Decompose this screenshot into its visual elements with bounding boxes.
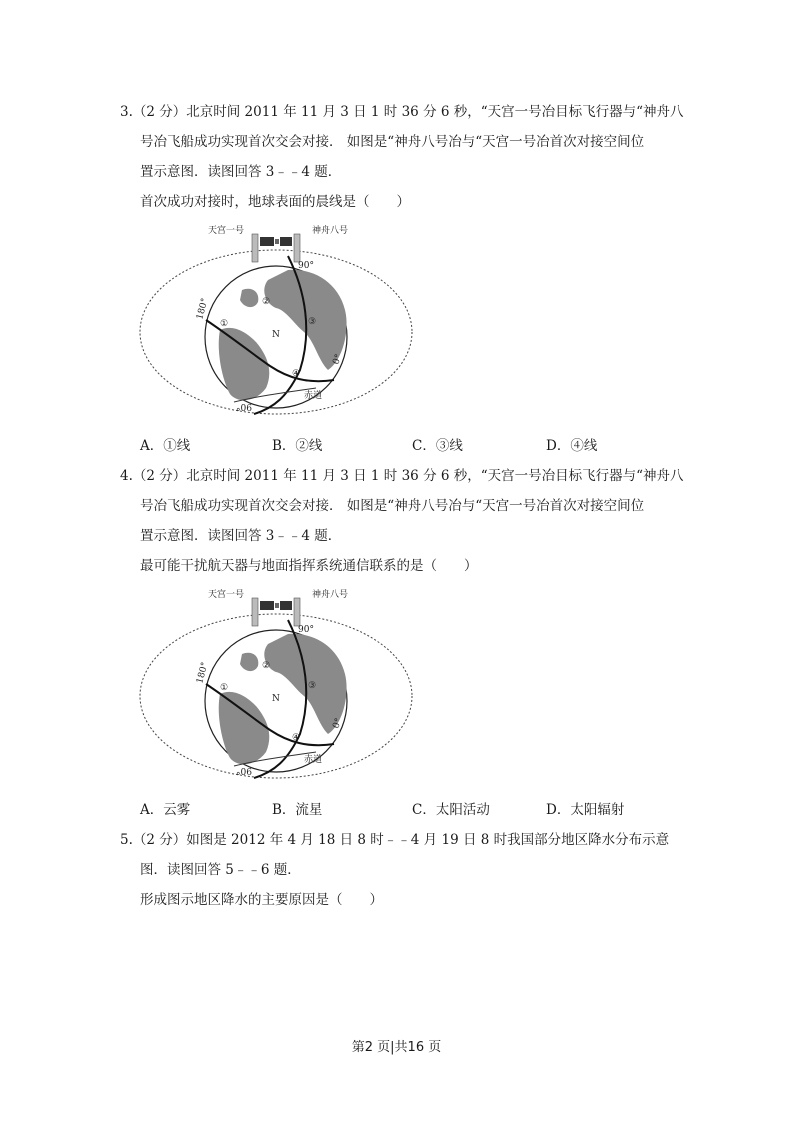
question-3 (120, 97, 690, 217)
label-90-bottom: 90° (236, 765, 252, 775)
question-3-prompt: 首次成功对接时，地球表面的晨线是（ ） (140, 194, 410, 210)
question-4-figure (138, 584, 418, 784)
option-a[interactable]: A．云雾 (140, 802, 191, 818)
label-north-pole: N (272, 330, 280, 340)
option-d[interactable]: D．④线 (546, 438, 598, 454)
mark-3: ③ (308, 681, 317, 691)
label-tiangong: 天宫一号 (208, 590, 245, 600)
option-c[interactable]: C．太阳活动 (412, 802, 490, 818)
question-4-prompt: 最可能干扰航天器与地面指挥系统通信联系的是（ ） (140, 558, 478, 574)
question-3-options (140, 434, 700, 458)
question-5-stem-line1: 5.（2 分）如图是 2012 年 4 月 18 日 8 时﹣﹣4 月 19 日 8 时我国部分地区降水分布示意 (120, 832, 670, 848)
mark-1: ① (220, 319, 229, 329)
spacecraft-icon (252, 234, 300, 262)
mark-2: ② (262, 661, 271, 671)
question-4-stem-line1: 4.（2 分）北京时间 2011 年 11 月 3 日 1 时 36 分 6 秒，“天宫一号冶目标飞行器与“神舟八 (120, 468, 684, 484)
mark-2: ② (262, 297, 271, 307)
mark-4: ④ (292, 733, 301, 743)
mark-3: ③ (308, 317, 317, 327)
label-90-bottom: 90° (236, 401, 252, 411)
question-3-figure (138, 220, 418, 420)
label-equator: 赤道 (304, 391, 323, 401)
question-5-prompt: 形成图示地区降水的主要原因是（ ） (140, 892, 383, 908)
option-d[interactable]: D．太阳辐射 (546, 802, 625, 818)
mark-4: ④ (292, 369, 301, 379)
label-180: 180° (195, 661, 211, 685)
option-a[interactable]: A．①线 (140, 438, 191, 454)
label-equator: 赤道 (304, 755, 323, 765)
question-5-stem-line2: 图．读图回答 5﹣﹣6 题． (140, 862, 301, 878)
spacecraft-icon (252, 598, 300, 626)
label-shenzhou: 神舟八号 (312, 590, 349, 600)
label-0: 0° (331, 352, 345, 367)
option-b[interactable]: B．②线 (272, 438, 323, 454)
option-b[interactable]: B．流星 (272, 802, 323, 818)
question-3-stem-line1: 3.（2 分）北京时间 2011 年 11 月 3 日 1 时 36 分 6 秒，“天宫一号冶目标飞行器与“神舟八 (120, 104, 684, 120)
question-3-stem-line3: 置示意图．读图回答 3﹣﹣4 题． (140, 164, 342, 180)
question-4-options (140, 798, 700, 822)
mark-1: ① (220, 683, 229, 693)
question-4-stem-line3: 置示意图．读图回答 3﹣﹣4 题． (140, 528, 342, 544)
label-180: 180° (195, 297, 211, 321)
label-90-top: 90° (298, 261, 314, 271)
option-c[interactable]: C．③线 (412, 438, 463, 454)
orbit-diagram (138, 584, 418, 784)
label-shenzhou: 神舟八号 (312, 226, 349, 236)
question-4 (120, 461, 690, 581)
page-footer: 第2 页|共16 页 (351, 1040, 442, 1055)
question-4-stem-line2: 号冶飞船成功实现首次交会对接． 如图是“神舟八号冶与“天宫一号冶首次对接空间位 (140, 498, 645, 514)
label-tiangong: 天宫一号 (208, 226, 245, 236)
question-3-stem-line2: 号冶飞船成功实现首次交会对接． 如图是“神舟八号冶与“天宫一号冶首次对接空间位 (140, 134, 645, 150)
label-90-top: 90° (298, 625, 314, 635)
label-north-pole: N (272, 694, 280, 704)
orbit-diagram (138, 220, 418, 420)
question-5 (120, 825, 690, 915)
label-0: 0° (331, 716, 345, 731)
